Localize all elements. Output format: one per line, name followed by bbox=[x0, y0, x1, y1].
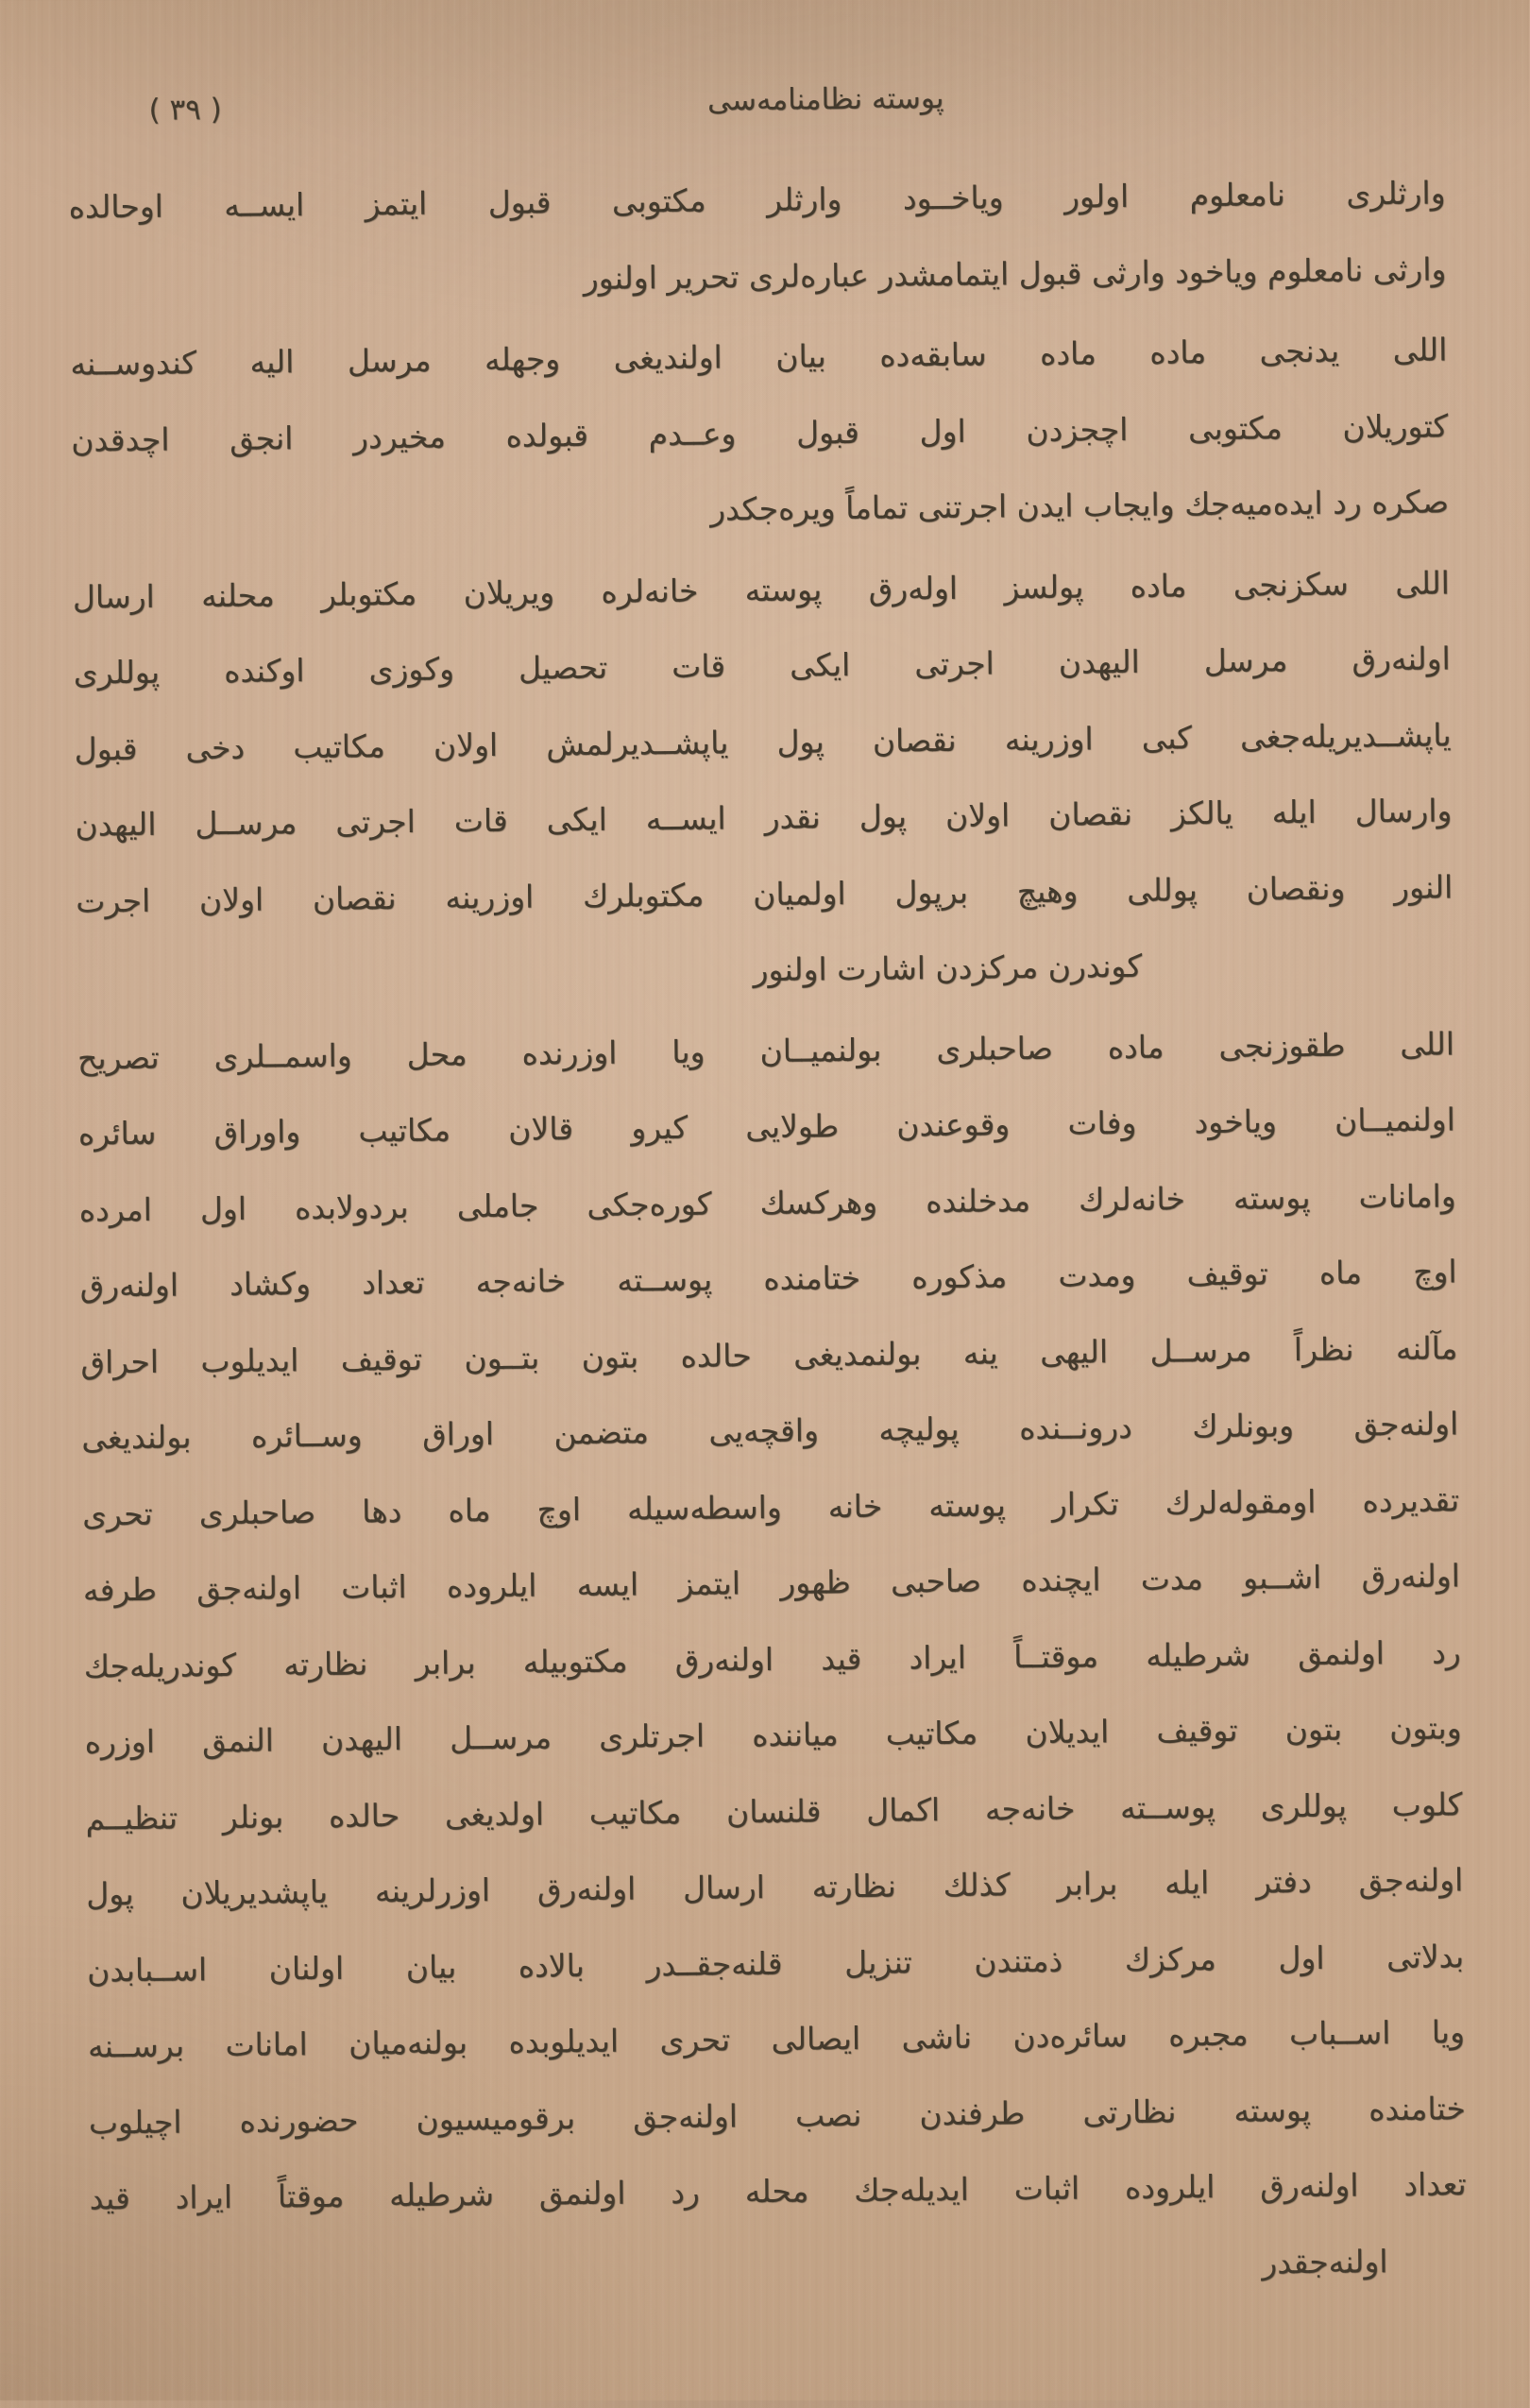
text-line: مآلنه نظراً مرســل الیهی ینه بولنمدیغی حالده بتون بتــون توقیف ایدیلوب احراق bbox=[81, 1328, 1459, 1381]
text-line: وارسال ایله یالکز نقصان اولان پول نقدر ایســه ایکی قات اجرتی مرســل الیهدن bbox=[76, 792, 1454, 844]
body-text-block bbox=[69, 155, 1469, 2313]
text-line: بدلاتی اول مرکزك ذمتندن تنزیل قلنه‌جقــدر بالاده بیان اولنان اســبابدن bbox=[87, 1937, 1466, 1990]
text-line: ختامنده پوسته نظارتی طرفندن نصب اولنه‌جق برقومیسیون حضورنده اچیلوب bbox=[89, 2089, 1467, 2142]
text-line: اولنه‌جق دفتر ایله برابر کذلك نظارته ارسال اولنه‌رق اوزرلرینه یاپشدیریلان پول bbox=[87, 1861, 1465, 1913]
text-line: اولنه‌رق مرسل الیهدن اجرتی ایکی قات تحصیل وکوزی اوکنده پوللری bbox=[74, 640, 1452, 692]
text-line-article-59: اللی طقوزنجی ماده صاحبلری بولنمیــان ویا اوزرنده محل واسمــلری تصریح bbox=[77, 1024, 1456, 1077]
text-line: کلوب پوللری پوســته خانه‌جه اکمال قلنسان مکاتیب اولدیغی حالده بونلر تنظیــم bbox=[86, 1785, 1464, 1837]
text-line: رد اولنمق شرطیله موقتــاً ایراد قید اولنه‌رق مکتوبیله برابر نظارته کوندریله‌جك bbox=[84, 1632, 1462, 1685]
text-line: تعداد اولنه‌رق ایلروده اثبات ایدیله‌جك محله رد اولنمق شرطیله موقتاً ایراد قید bbox=[90, 2165, 1468, 2217]
text-line-article-58: اللی سکزنجی ماده پولسز اوله‌رق پوسته خانه‌لره ویریلان مکتوبلر محلنه ارسال bbox=[73, 563, 1452, 616]
text-line: وامانات پوسته خانه‌لرك مدخلنده وهرکسك کوره‌جکی جاملی بردولابده اول امرده bbox=[79, 1176, 1457, 1229]
text-line: کوندرن مرکزدن اشارت اولنور bbox=[754, 947, 1144, 989]
text-line: اولنمیــان ویاخود وفات وقوعندن طولایی کیرو قالان مکاتیب واوراق سائره bbox=[78, 1101, 1457, 1153]
text-line: اولنه‌جق وبونلرك درونــنده پولیچه واقچه‌یی متضمن اوراق وســائره بولندیغی bbox=[82, 1405, 1460, 1457]
text-line: اولنه‌رق اشــبو مدت ایچنده صاحبی ظهور ایتمز ایسه ایلروده اثبات اولنه‌جق طرفه bbox=[83, 1557, 1462, 1609]
text-line: ویا اســباب مجبره سائره‌دن ناشی ایصالی تحری ایدیلوبده بولنه‌میان امانات برســنه bbox=[88, 2013, 1467, 2065]
text-line: کتوریلان مکتوبی اچجزدن اول قبول وعــدم قبولده مخیردر انجق اچدقدن bbox=[71, 406, 1450, 459]
text-line: اوچ ماه توقیف ومدت مذکوره ختامنده پوســته خانه‌جه تعداد وکشاد اولنه‌رق bbox=[80, 1253, 1458, 1305]
text-line: اولنه‌جقدر bbox=[1263, 2242, 1389, 2281]
text-line: وارثلری نامعلوم اولور ویاخــود وارثلر مکتوبی قبول ایتمز ایســه اوحالده bbox=[69, 174, 1447, 226]
text-line: صکره رد ایده‌میه‌جك وایجاب ایدن اجرتنی تماماً ویره‌جکدر bbox=[710, 483, 1451, 528]
text-line-article-57: اللی یدنجی ماده ماده سابقه‌ده بیان اولندیغی وجهله مرسل الیه کندوســنه bbox=[71, 331, 1449, 383]
text-line: یاپشــدیریله‌جغی کبی اوزرینه نقصان پول یاپشــدیرلمش اولان مکاتیب دخی قبول bbox=[75, 715, 1453, 768]
text-line: النور ونقصان پوللی وهیچ برپول اولمیان مکتوبلرك اوزرینه نقصان اولان اجرت bbox=[76, 867, 1454, 920]
text-line: تقدیرده اومقوله‌لرك تکرار پوسته خانه واسطه‌سیله اوچ ماه دها صاحبلری تحری bbox=[82, 1480, 1461, 1533]
page-title: پوسته نظامنامه‌سی bbox=[707, 80, 945, 118]
page-number: ( ٣٩ ) bbox=[149, 92, 223, 128]
text-line: وبتون بتون توقیف ایدیلان مکاتیب میاننده اجرتلری مرســل الیهدن النمق اوزره bbox=[85, 1709, 1463, 1761]
text-line: وارثی نامعلوم ویاخود وارثی قبول ایتمامشدر عباره‌لری تحریر اولنور bbox=[584, 249, 1448, 297]
